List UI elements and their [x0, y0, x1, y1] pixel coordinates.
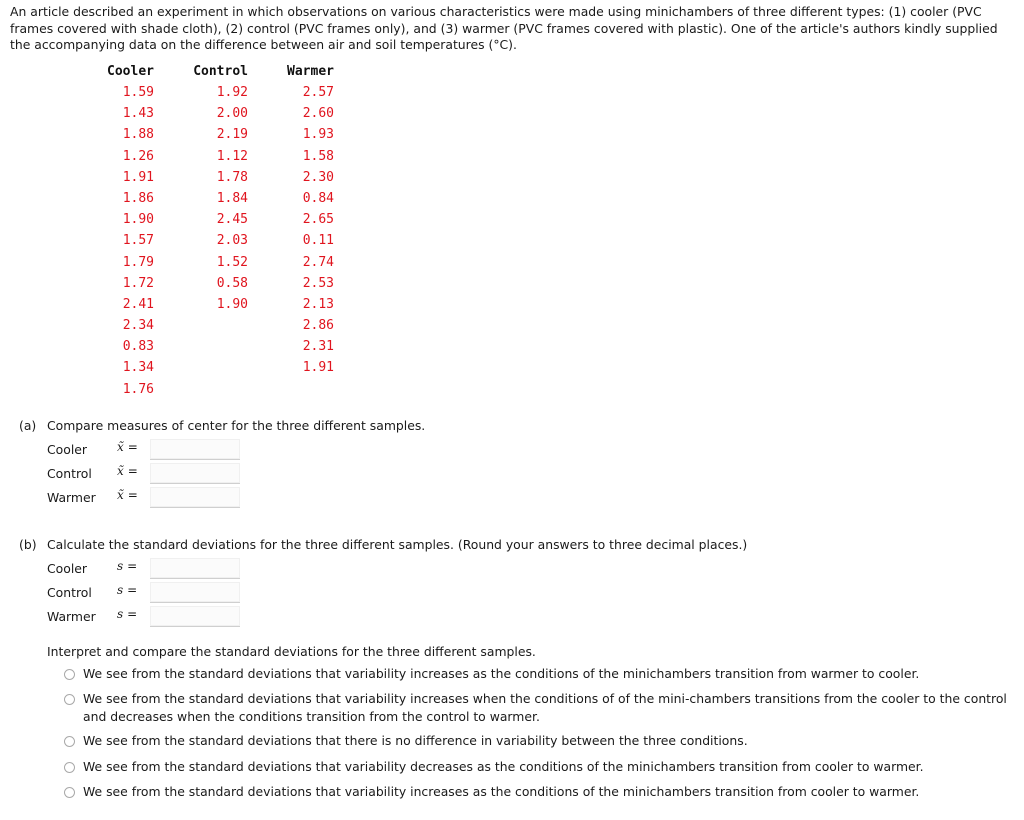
table-row — [92, 339, 334, 360]
radio-button[interactable] — [64, 787, 75, 798]
radio-button[interactable] — [64, 736, 75, 747]
cell-cooler: 2.34 — [122, 318, 154, 334]
cell-warmer: 2.57 — [302, 85, 334, 100]
interpret-prompt: Interpret and compare the standard deviations for the three different samples. — [47, 644, 536, 659]
table-row — [92, 297, 334, 318]
cell-control: 0.58 — [216, 275, 248, 291]
median-symbol: x̃ = — [117, 488, 138, 502]
cell-warmer: 1.58 — [302, 148, 334, 164]
cell-warmer: 2.86 — [302, 318, 334, 334]
cell-warmer: 2.13 — [302, 296, 334, 312]
cell-cooler: 1.43 — [122, 106, 154, 122]
cell-warmer: 2.65 — [302, 212, 334, 228]
cell-control: 2.19 — [216, 127, 248, 143]
sd-label-control: Control — [47, 585, 92, 600]
cell-control: 1.12 — [216, 148, 248, 164]
sd-label-warmer: Warmer — [47, 609, 96, 624]
cell-warmer — [248, 382, 334, 403]
table-row — [92, 149, 334, 170]
cell-cooler: 1.88 — [122, 127, 154, 143]
table-header-row — [92, 64, 334, 85]
cell-cooler: 1.79 — [122, 254, 154, 270]
table-row — [92, 106, 334, 127]
table-row — [92, 85, 334, 106]
cell-control: 1.90 — [216, 296, 248, 312]
part-b-title — [19, 537, 747, 552]
median-input-control[interactable] — [150, 463, 240, 484]
part-a-title — [19, 418, 425, 433]
cell-control: 1.84 — [216, 190, 248, 206]
sd-symbol: s = — [117, 583, 138, 597]
cell-cooler: 1.72 — [122, 275, 154, 291]
table-row — [92, 360, 334, 381]
table-row — [92, 233, 334, 254]
cell-cooler: 0.83 — [122, 339, 154, 355]
cell-warmer: 0.11 — [302, 233, 334, 249]
header-cooler: Cooler — [107, 64, 154, 79]
cell-cooler: 1.26 — [122, 148, 154, 164]
cell-control: 1.52 — [216, 254, 248, 270]
sd-symbol: s = — [117, 607, 138, 621]
cell-cooler: 1.76 — [122, 381, 154, 397]
table-row — [92, 255, 334, 276]
table-row — [92, 276, 334, 297]
cell-warmer: 2.30 — [302, 169, 334, 185]
radio-button[interactable] — [64, 669, 75, 680]
table-row — [92, 212, 334, 233]
table-row — [92, 318, 334, 339]
cell-warmer: 2.31 — [302, 339, 334, 355]
option-text: We see from the standard deviations that variability increases when the conditions of of the mini-chambers transitions from the cooler to the control and decreases when the conditions transition from the control to warmer. — [83, 691, 1007, 724]
part-a-letter: (a) — [19, 418, 37, 433]
part-a-prompt: Compare measures of center for the three different samples. — [47, 418, 426, 433]
cell-control — [154, 360, 248, 381]
cell-control: 2.00 — [216, 106, 248, 122]
median-symbol: x̃ = — [117, 440, 138, 454]
cell-warmer: 1.93 — [302, 127, 334, 143]
radio-button[interactable] — [64, 694, 75, 705]
sd-input-control[interactable] — [150, 582, 240, 603]
cell-cooler: 1.57 — [122, 233, 154, 249]
interpret-option-2[interactable] — [64, 690, 1014, 726]
cell-cooler: 1.86 — [122, 190, 154, 206]
median-symbol: x̃ = — [117, 464, 138, 478]
sd-input-warmer[interactable] — [150, 606, 240, 627]
part-b-letter: (b) — [19, 537, 37, 552]
cell-control — [154, 382, 248, 403]
sd-input-cooler[interactable] — [150, 558, 240, 579]
interpret-option-4[interactable] — [64, 758, 1014, 776]
option-text: We see from the standard deviations that there is no difference in variability between the three conditions. — [83, 733, 748, 748]
cell-cooler: 1.34 — [122, 360, 154, 376]
cell-control: 1.78 — [216, 169, 248, 185]
data-table — [92, 64, 334, 403]
problem-intro: An article described an experiment in which observations on various characteristics were made using minichambers of three different types: (1) cooler (PVC frames covered with shade cloth), (2) control (PVC frames only), and (3) warmer (PVC frames covered with plastic). One of the article's authors kindly supplied the accompanying data on the difference between air and soil temperatures (°C). — [10, 4, 998, 52]
cell-warmer: 2.53 — [302, 275, 334, 291]
median-input-cooler[interactable] — [150, 439, 240, 460]
option-text: We see from the standard deviations that variability increases as the conditions of the minichambers transition from warmer to cooler. — [83, 666, 920, 681]
radio-button[interactable] — [64, 762, 75, 773]
part-b-prompt: Calculate the standard deviations for the three different samples. (Round your answers to three decimal places.) — [47, 537, 748, 552]
table-row — [92, 382, 334, 403]
sd-label-cooler: Cooler — [47, 561, 87, 576]
cell-warmer: 2.74 — [302, 254, 334, 270]
option-text: We see from the standard deviations that variability decreases as the conditions of the minichambers transition from cooler to warmer. — [83, 759, 924, 774]
option-text: We see from the standard deviations that variability increases as the conditions of the minichambers transition from cooler to warmer. — [83, 784, 920, 799]
cell-warmer: 0.84 — [302, 190, 334, 206]
median-input-warmer[interactable] — [150, 487, 240, 508]
cell-control — [154, 339, 248, 360]
sd-symbol: s = — [117, 559, 138, 573]
cell-control: 2.03 — [216, 233, 248, 249]
table-row — [92, 191, 334, 212]
cell-warmer: 1.91 — [302, 360, 334, 376]
cell-cooler: 1.59 — [122, 85, 154, 100]
header-warmer: Warmer — [287, 64, 334, 79]
median-label-warmer: Warmer — [47, 490, 96, 505]
interpret-option-3[interactable] — [64, 732, 1014, 750]
cell-cooler: 1.90 — [122, 212, 154, 228]
median-label-control: Control — [47, 466, 92, 481]
cell-warmer: 2.60 — [302, 106, 334, 122]
interpret-option-1[interactable] — [64, 665, 1014, 683]
cell-control — [154, 318, 248, 339]
cell-control: 2.45 — [216, 212, 248, 228]
median-label-cooler: Cooler — [47, 442, 87, 457]
cell-cooler: 1.91 — [122, 169, 154, 185]
table-row — [92, 170, 334, 191]
cell-cooler: 2.41 — [122, 296, 154, 312]
cell-control: 1.92 — [216, 85, 248, 100]
header-control: Control — [193, 64, 248, 79]
table-row — [92, 127, 334, 148]
interpret-option-5[interactable] — [64, 783, 1014, 801]
